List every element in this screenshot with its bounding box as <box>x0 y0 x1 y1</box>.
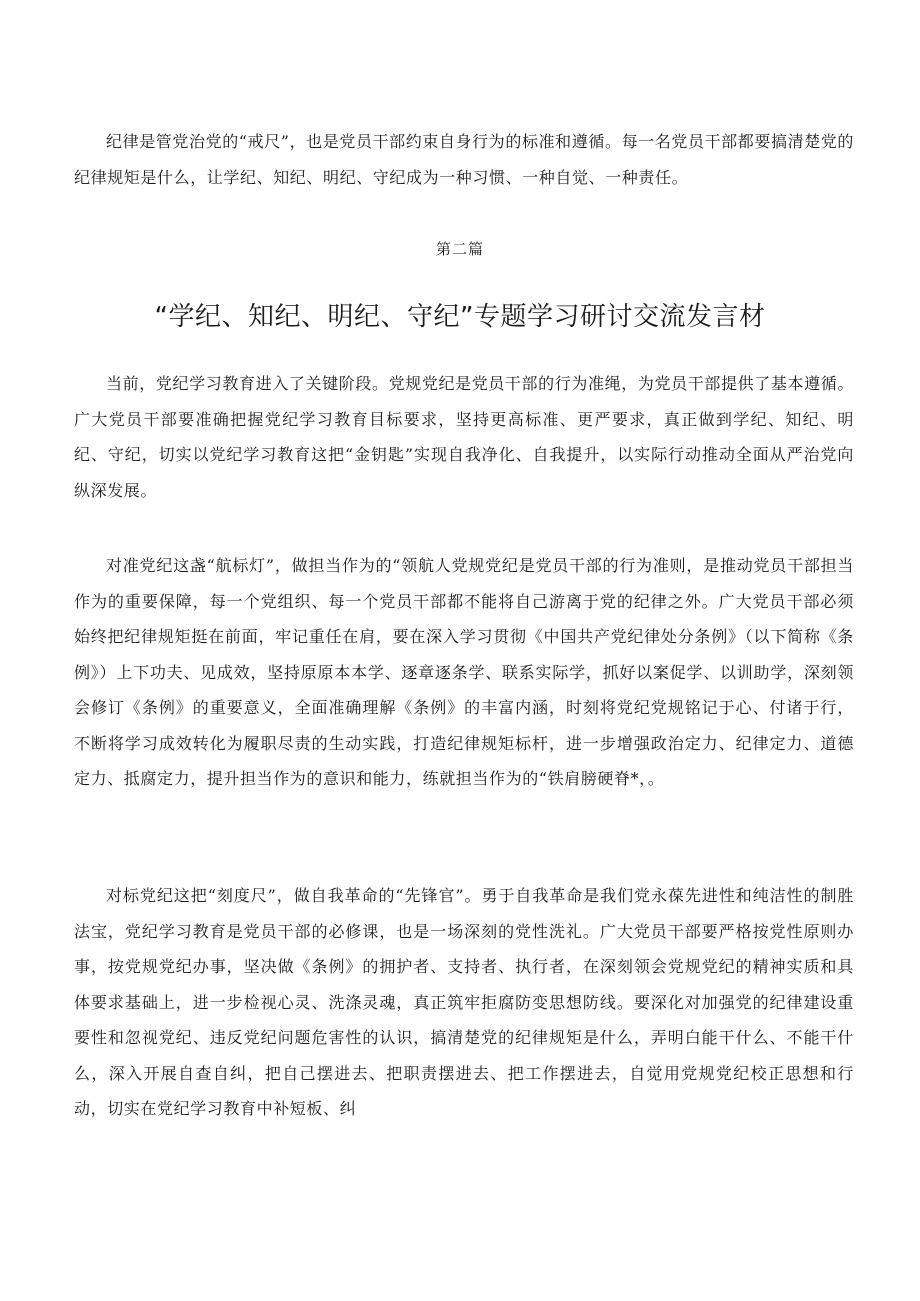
body-paragraph-2: 对准党纪这盏“航标灯”，做担当作为的“领航人党规党纪是党员干部的行为准则，是推动党员干部担当作为的重要保障，每一个党组织、每一个党员干部都不能将自己游离于党的纪律之外。广大党员干部必须始终把纪律规矩挺在前面，牢记重任在肩，要在深入学习贯彻《中国共产党纪律处分条例》（以下简称《条例》）上下功夫、见成效，坚持原原本本学、逐章逐条学、联系实际学，抓好以案促学、以训助学，深刻领会修订《条例》的重要意义，全面准确理解《条例》的丰富内涵，时刻将党纪党规铭记于心、付诸于行，不断将学习成效转化为履职尽责的生动实践，打造纪律规矩标杆，进一步增强政治定力、纪律定力、道德定力、抵腐定力，提升担当作为的意识和能力，练就担当作为的“铁肩膀硬脊*，。 <box>74 556 854 788</box>
intro-paragraph: 纪律是管党治党的“戒尺”，也是党员干部约束自身行为的标准和遵循。每一名党员干部都要搞清楚党的纪律规矩是什么，让学纪、知纪、明纪、守纪成为一种习惯、一种自觉、一种责任。 <box>74 132 854 187</box>
section-label: 第二篇 <box>435 240 484 258</box>
document-title: “学纪、知纪、明纪、守纪”专题学习研讨交流发言材 <box>154 302 766 332</box>
body-paragraph-3: 对标党纪这把“刻度尺”，做自我革命的“先锋官”。勇于自我革命是我们党永葆先进性和纯洁性的制胜法宝，党纪学习教育是党员干部的必修课，也是一场深刻的党性洗礼。广大党员干部要严格按党性原则办事，按党规党纪办事，坚决做《条例》的拥护者、支持者、执行者，在深刻领会党规党纪的精神实质和具体要求基础上，进一步检视心灵、洗涤灵魂，真正筑牢拒腐防变思想防线。要深化对加强党的纪律建设重要性和忽视党纪、违反党纪问题危害性的认识，搞清楚党的纪律规矩是什么，弄明白能干什么、不能干什么，深入开展自查自纠，把自己摆进去、把职责摆进去、把工作摆进去，自觉用党规党纪校正思想和行动，切实在党纪学习教育中补短板、纠 <box>74 886 854 1118</box>
body-paragraph-1: 当前，党纪学习教育进入了关键阶段。党规党纪是党员干部的行为准绳，为党员干部提供了基本遵循。广大党员干部要准确把握党纪学习教育目标要求，坚持更高标准、更严要求，真正做到学纪、知纪、明纪、守纪，切实以党纪学习教育这把“金钥匙”实现自我净化、自我提升，以实际行动推动全面从严治党向纵深发展。 <box>74 374 854 500</box>
